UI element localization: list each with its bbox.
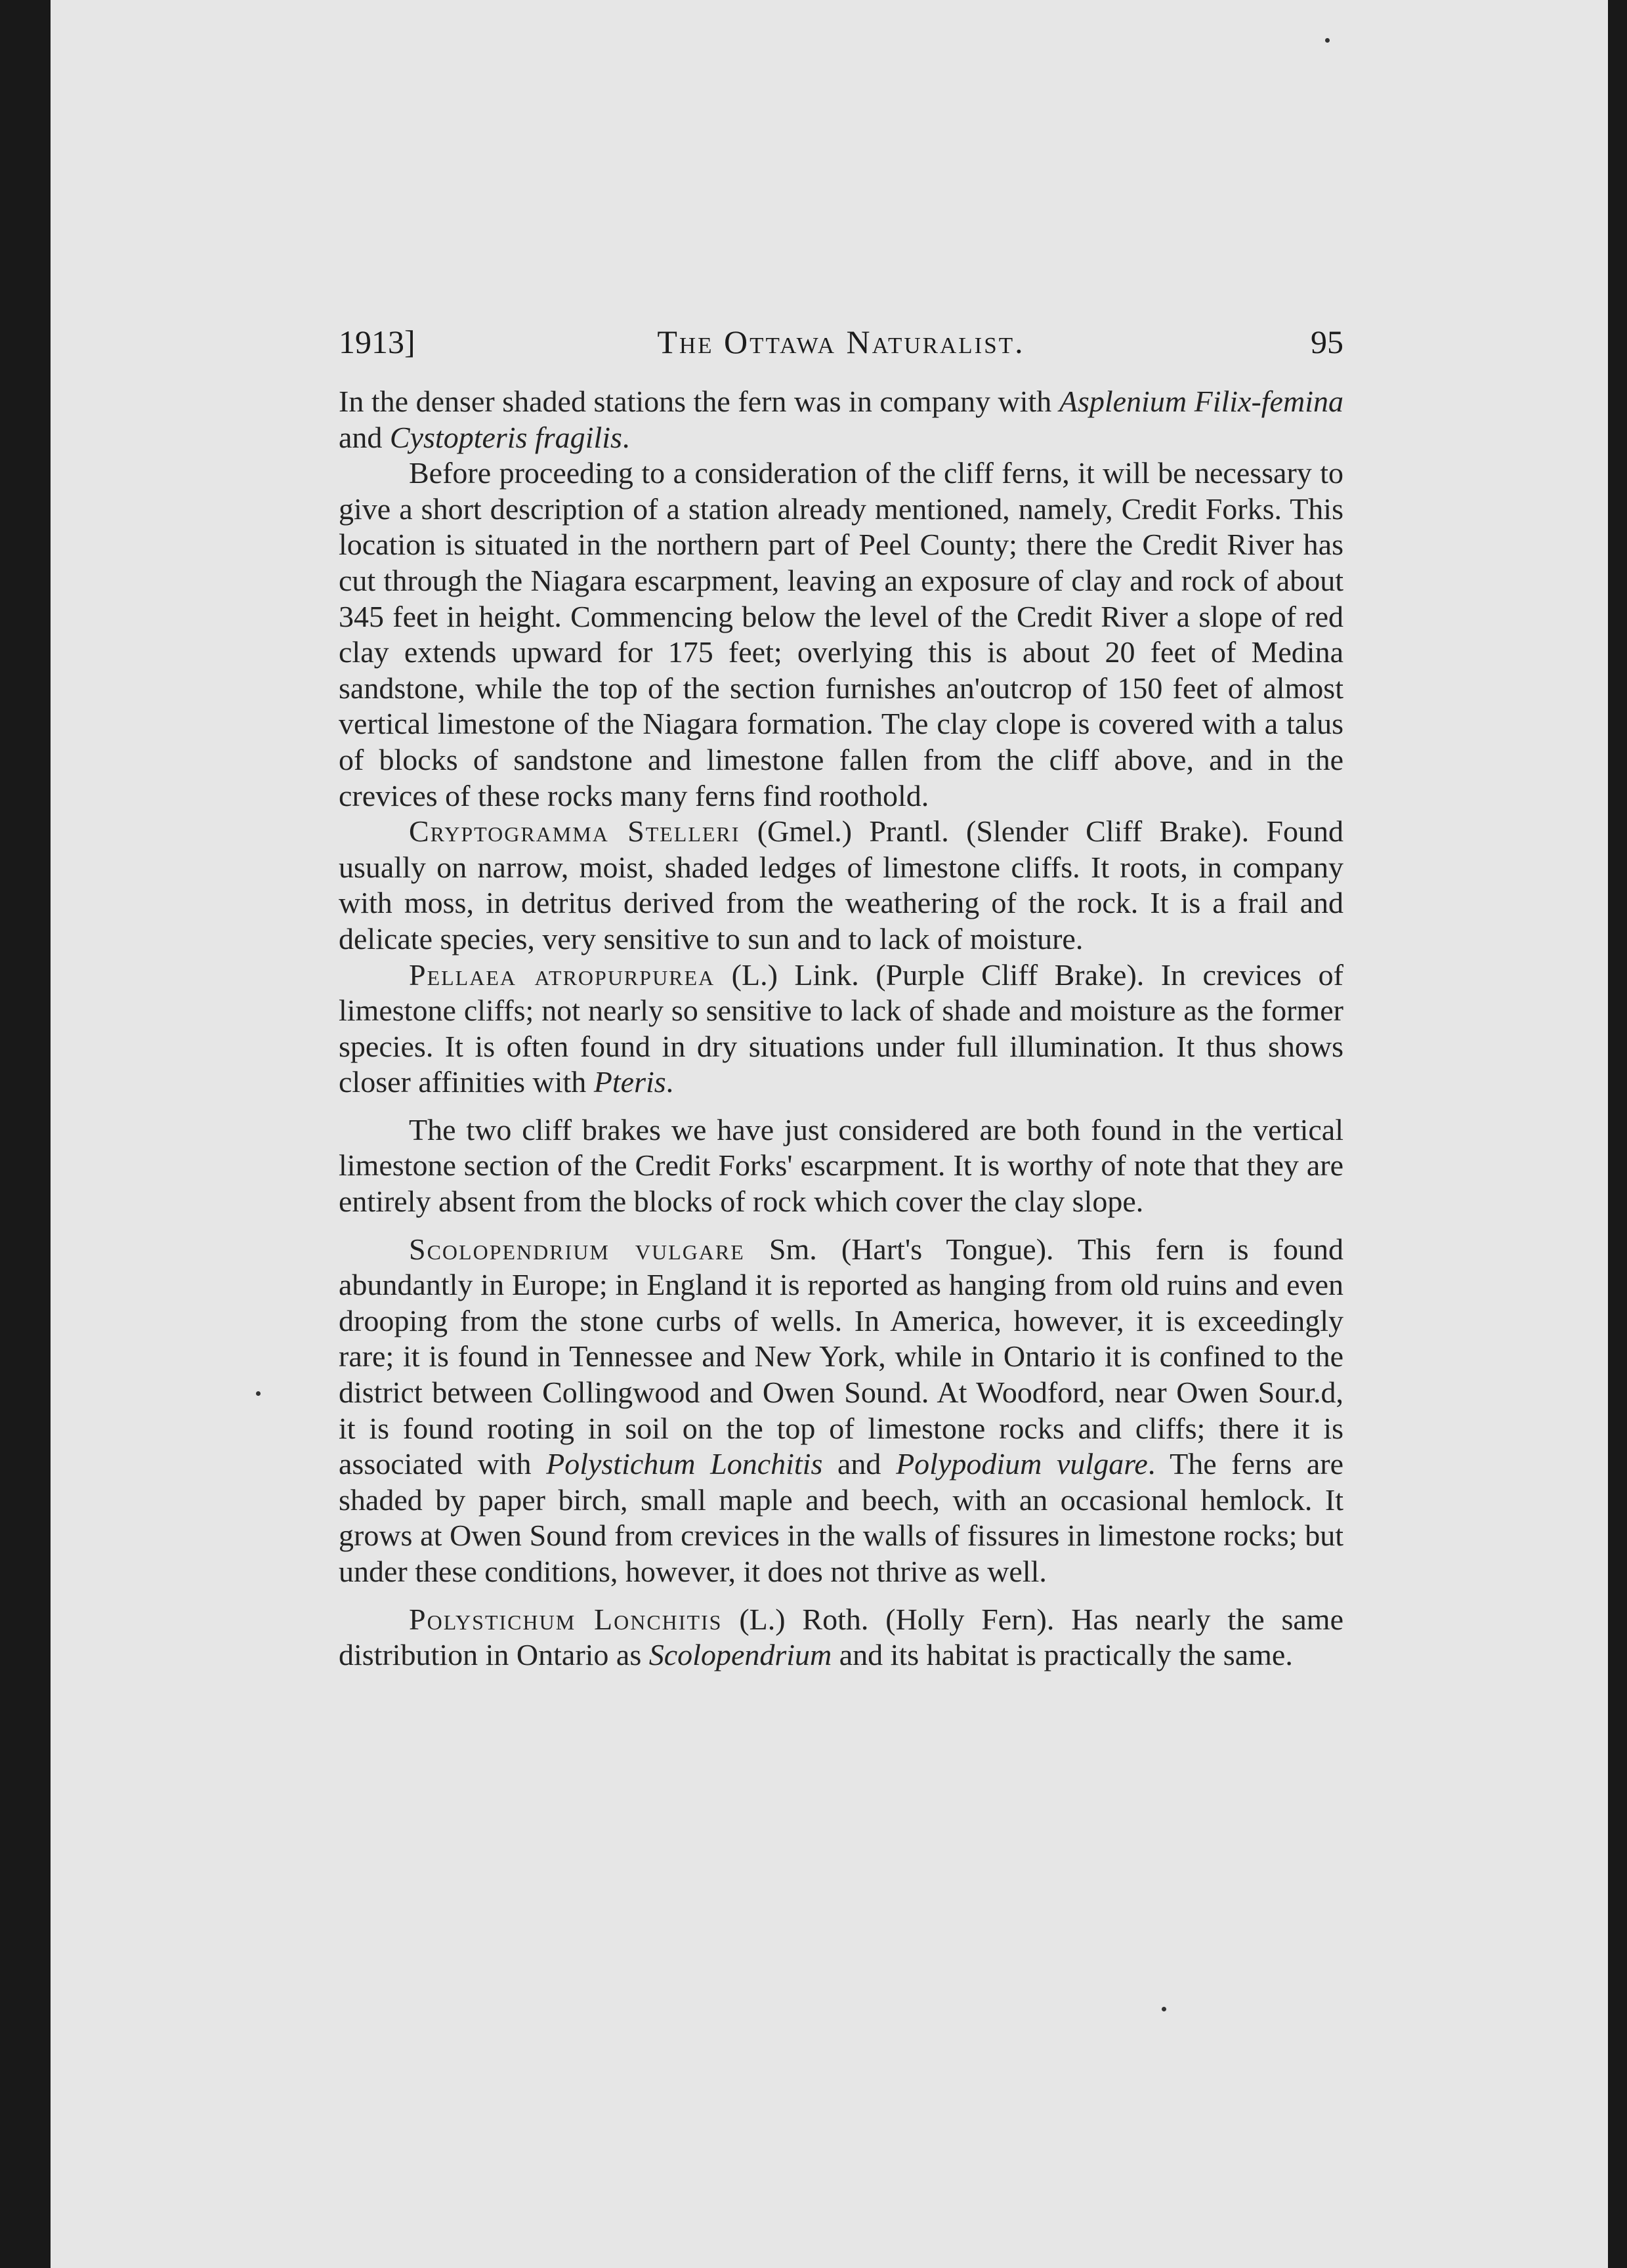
- species-name: Scolopendrium: [648, 1638, 832, 1672]
- paragraph: [339, 455, 1343, 814]
- species-name: Polypodium vulgare: [896, 1447, 1148, 1481]
- text-run: and: [822, 1447, 897, 1481]
- header-year: 1913]: [339, 324, 415, 360]
- page-number: 95: [1311, 324, 1343, 360]
- paragraph: [339, 814, 1343, 957]
- ink-speck: [1325, 38, 1330, 43]
- text-run: .: [622, 420, 630, 454]
- species-name: Pteris: [593, 1065, 666, 1099]
- ink-speck: [1162, 2007, 1166, 2011]
- paragraph: [339, 1112, 1343, 1220]
- text-run: .: [666, 1065, 674, 1099]
- text-run: (L.) Link. (Purple Cliff Brake). In crevices of limestone cliffs; not nearly so sensitive to lack of shade and moisture as the former species. It is often found in dry situations under full illumination. It thus shows closer affinities with: [339, 957, 1343, 1099]
- journal-title: The Ottawa Naturalist.: [657, 324, 1025, 360]
- paragraph: [339, 1602, 1343, 1673]
- species-heading: Pellaea atropurpurea: [409, 957, 715, 992]
- species-heading: Scolopendrium vulgare: [409, 1232, 745, 1266]
- paragraph: [339, 1232, 1343, 1590]
- running-header: [339, 314, 1343, 366]
- text-run: (L.) Roth. (Holly Fern). Has nearly the same distribution in Ontario as: [339, 1602, 1343, 1672]
- text-run: Sm. (Hart's Tongue). This fern is found abundantly in Europe; in England it is reported as hanging from old ruins and even drooping from the stone curbs of wells. In America, however, it is exceedingly rare; it is found in Tennessee and New York, while in Ontario it is confined to the district between Collingwood and Owen Sound. At Woodford, near Owen Sour.d, it is found rooting in soil on the top of limestone rocks and cliffs; there it is associated with: [339, 1232, 1343, 1481]
- ink-speck: [256, 1391, 261, 1396]
- body-text: [339, 384, 1343, 1673]
- species-name: Polystichum Lonchitis: [546, 1447, 823, 1481]
- species-heading: Polystichum Lonchitis: [409, 1602, 723, 1636]
- text-run: (Gmel.) Prantl. (Slender Cliff Brake). Found usually on narrow, moist, shaded ledges of limestone cliffs. It roots, in company with moss, in detritus derived from the weathering of the rock. It is a frail and delicate species, very sensitive to sun and to lack of moisture.: [339, 814, 1343, 956]
- paragraph: [339, 957, 1343, 1101]
- text-run: . The ferns are shaded by paper birch, small maple and beech, with an occasional hemlock. It grows at Owen Sound from crevices in the walls of fissures in limestone rocks; but under these conditions, however, it does not thrive as well.: [339, 1447, 1344, 1588]
- text-run: and: [339, 420, 390, 454]
- text-run: In the denser shaded stations the fern was in company with: [339, 385, 1059, 418]
- text-run: Before proceeding to a consideration of the cliff ferns, it will be necessary to give a short description of a station already mentioned, namely, Credit Forks. This location is situated in the northern part of Peel County; there the Credit River has cut through the Niagara escarpment, leaving an exposure of clay and rock of about 345 feet in height. Commencing below the level of the Credit River a slope of red clay extends upward for 175 feet; overlying this is about 20 feet of Medina sandstone, while the top of the section furnishes an'outcrop of 150 feet of almost vertical limestone of the Niagara formation. The clay clope is covered with a talus of blocks of sandstone and limestone fallen from the cliff above, and in the crevices of these rocks many ferns find roothold.: [339, 456, 1343, 812]
- species-name: Cystopteris fragilis: [389, 420, 622, 454]
- species-heading: Cryptogramma Stelleri: [409, 814, 740, 849]
- species-name: Asplenium Filix-femina: [1059, 385, 1343, 418]
- text-run: and its habitat is practically the same.: [832, 1638, 1293, 1672]
- paragraph: [339, 384, 1343, 455]
- text-run: The two cliff brakes we have just considered are both found in the vertical limestone section of the Credit Forks' escarpment. It is worthy of note that they are entirely absent from the blocks of rock which cover the clay slope.: [339, 1112, 1343, 1219]
